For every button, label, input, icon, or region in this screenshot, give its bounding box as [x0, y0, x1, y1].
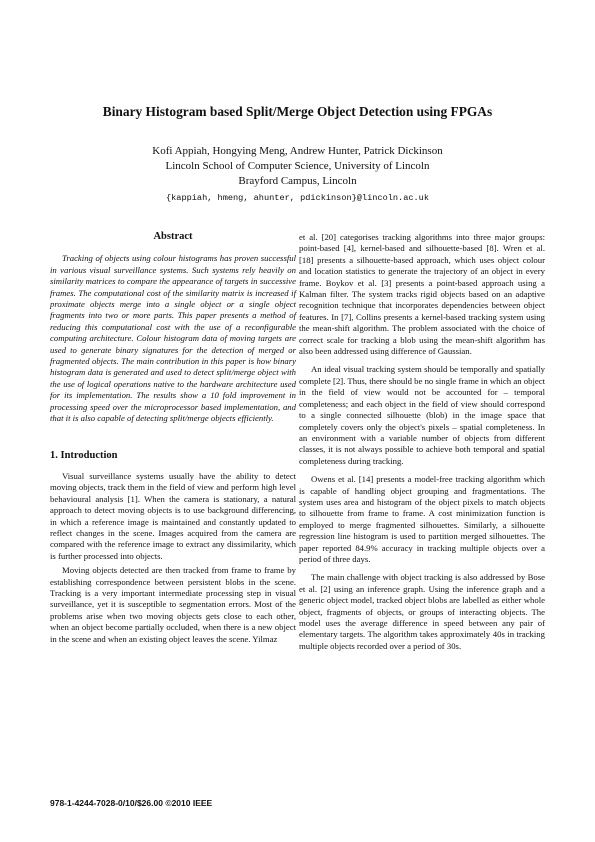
- author-block: [0, 144, 595, 206]
- author-address: Brayford Campus, Lincoln: [238, 175, 357, 187]
- author-affiliation: Lincoln School of Computer Science, University of Lincoln: [165, 160, 430, 172]
- body-paragraph-4: The main challenge with object tracking is also addressed by Bose et al. [2] using an inference graph. Using the inference graph and a generic object model, tracked object blobs are labelled as either whole object, fragments of objects, or groups of interacting objects. The model uses the average difference in speed between any pair of elementary targets. The algorithm takes approximately 40s in tracking multiple objects recorded over a period of 30s.: [299, 572, 545, 651]
- body-paragraph-1: et al. [20] categorises tracking algorithms into three major groups: point-based [4], kernel-based and silhouette-based [8]. Wren et al. [18] presents a silhouette-based approach, which uses object colour and location statistics to generate the trajectory of an object in every frame. Boykov et al. [3] presents a point-based approach using a Kalman filter. The system tracks rigid objects based on an adaptive recognition technique that incorporates dependencies between object features. In [7], Collins presents a kernel-based tracking system using the mean-shift algorithm. The problem associated with the choice of correct scale for tracking a blob using the mean-shift algorithm has also been addressed using difference of Gaussian.: [299, 232, 545, 357]
- copyright-footer: 978-1-4244-7028-0/10/$26.00 ©2010 IEEE: [50, 798, 213, 808]
- left-column: [50, 226, 296, 648]
- abstract-text: Tracking of objects using colour histograms has proven successful in various visual surveillance systems. Such systems rely heavily on similarity matrices to compare the appearance of targets in successive frames. The computational cost of the similarity matrix is increased if proximate objects merge into a single object or a single object fragments into two or more parts. This paper presents a method of reducing this computational cost with the use of a reconfigurable computing architecture. Colour histogram data of moving targets are used to generate binary signatures for the detection of merged or fragmented objects. The main contribution in this paper is how binary histogram data is generated and used to detect split/merge object with the use of logical operations native to the hardware architecture used for its implementation. The results show a 10 fold improvement in processing speed over the microprocessor based implementation, and that it is also capable of detecting split/merge objects efficiently.: [50, 253, 296, 424]
- intro-paragraph-2: Moving objects detected are then tracked from frame to frame by establishing correspondence between persistent blobs in the scene. Tracking is a very important intermediate processing step in visual surveillance, yet it is susceptible to segmentation errors. Most of the problems arise when two moving objects gets close to each other, when an object become partially occluded, when there is a new object in the scene and when an existing object leaves the scene. Yilmaz: [50, 565, 296, 644]
- body-paragraph-2: An ideal visual tracking system should be temporally and spatially complete [2]. Thus, there should be no single frame in which an object in the field of view would not be accounted for – temporal completeness; and each object in the field of view should correspond to a single connected silhouette (blob) in the image space that completely covers only the object's pixels – spatial completeness. In an environment with a variable number of objects from different classes, it is not always possible to achieve both temporal and spatial completeness during tracking.: [299, 364, 545, 466]
- author-email: {kappiah, hmeng, ahunter, pdickinson}@lincoln.ac.uk: [165, 193, 429, 203]
- abstract-heading: Abstract: [153, 231, 193, 242]
- paper-title: Binary Histogram based Split/Merge Object Detection using FPGAs: [102, 104, 493, 119]
- author-names: Kofi Appiah, Hongying Meng, Andrew Hunter, Patrick Dickinson: [152, 145, 443, 157]
- right-column: [299, 232, 545, 655]
- intro-paragraph-1: Visual surveillance systems usually have the ability to detect moving objects, track them in the field of view and perform high level behavioural analysis [1]. When the camera is stationary, a natural approach to detect moving objects is to use background differencing, in which a reference image is maintained and constantly updated to reflect changes in the scene. Images acquired from the camera are compared with the reference image to extract any dissimilarity, which is further processed into objects.: [50, 470, 296, 561]
- body-paragraph-3: Owens et al. [14] presents a model-free tracking algorithm which is capable of handling object grouping and fragmentations. The system uses area and histogram of the object pixels to match objects to silhouette from frame to frame. A cost minimization function is employed to merge fragmented silhouettes. Similarly, a silhouette regression line histogram is used to partition merged silhouettes. The paper reported 84.9% accuracy in tracking multiple objects over a period of three days.: [299, 474, 545, 564]
- introduction-heading: 1. Introduction: [50, 449, 118, 461]
